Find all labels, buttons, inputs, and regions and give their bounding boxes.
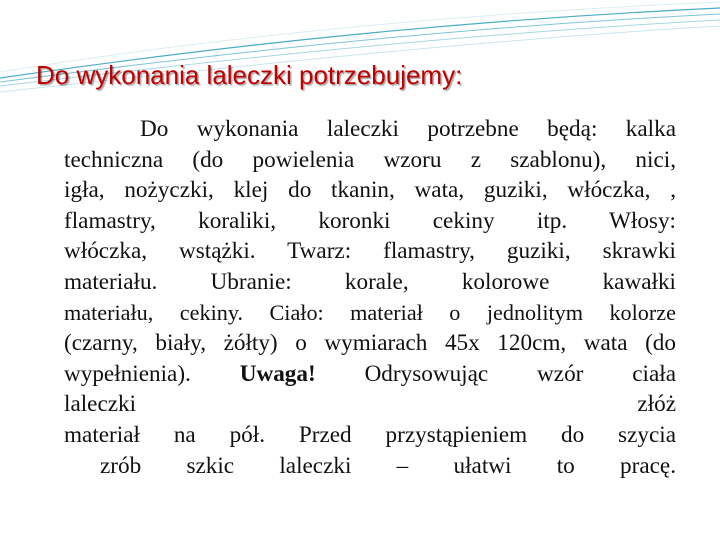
text-segment: (czarny, biały, żółty) o wymiarach 45x 120cm, wata (do — [64, 330, 676, 357]
text-line: flamastry, koraliki, koronki cekiny itp. Włosy: — [64, 207, 676, 234]
text-line: Do wykonania laleczki potrzebne będą: kalka — [140, 116, 676, 142]
text-line: techniczna (do powielenia wzoru z szablonu), nici, — [64, 146, 676, 173]
text-line: włóczka, wstążki. Twarz: flamastry, guziki, skrawki — [64, 238, 676, 265]
slide-title: Do wykonania laleczki potrzebujemy: — [36, 60, 463, 90]
text-line: materiał na pół. Przed przystąpieniem do szycia — [64, 421, 676, 448]
text-line: materiału. Ubranie: korale, kolorowe kawałki — [64, 268, 676, 295]
text-segment: wypełnienia). — [64, 360, 191, 387]
text-line — [64, 328, 676, 359]
body-paragraph — [64, 114, 676, 481]
text-line — [64, 359, 676, 390]
text-line: materiału, cekiny. Ciało: materiał o jednolitym kolorze — [64, 299, 676, 325]
text-segment: Odrysowując wzór ciała — [364, 360, 677, 387]
text-line: igła, nożyczki, klej do tkanin, wata, guziki, włóczka, , — [64, 177, 676, 204]
text-line: zrób szkic laleczki – ułatwi to pracę. — [100, 452, 676, 479]
warning-label: Uwaga! — [239, 360, 316, 387]
text-line: laleczki złóż — [64, 391, 676, 418]
